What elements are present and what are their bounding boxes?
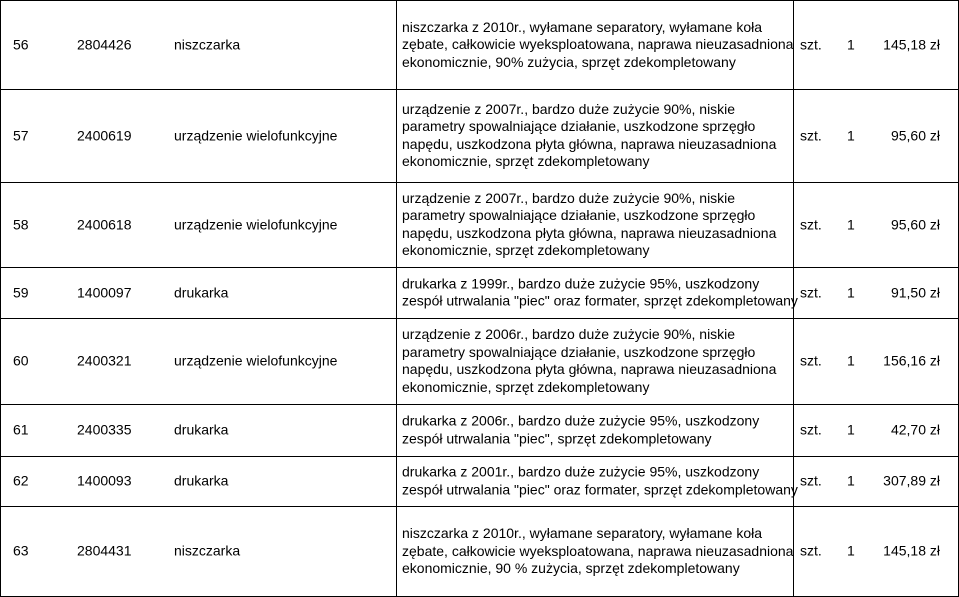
inventory-code: 2400321 xyxy=(77,352,132,369)
quantity: 1 xyxy=(847,542,855,559)
value: 91,50 zł xyxy=(890,283,940,300)
quantity: 1 xyxy=(847,352,855,369)
value: 307,89 zł xyxy=(883,472,940,489)
inventory-code: 2400335 xyxy=(77,421,132,438)
value: 156,16 zł xyxy=(883,352,940,369)
inventory-code: 2400618 xyxy=(77,215,132,232)
item-description: drukarka z 2001r., bardzo duże zużycie 95%, uszkodzony zespół utrwalania "piec" oraz formater, sprzęt zdekompletowany xyxy=(402,463,798,497)
row-number: 61 xyxy=(13,421,29,438)
unit: szt. xyxy=(800,35,822,52)
value: 145,18 zł xyxy=(883,542,940,559)
unit: szt. xyxy=(800,283,822,300)
item-description: drukarka z 1999r., bardzo duże zużycie 95%, uszkodzony zespół utrwalania "piec" oraz formater, sprzęt zdekompletowany xyxy=(402,275,798,309)
inventory-code: 1400093 xyxy=(77,472,132,489)
item-description: urządzenie z 2007r., bardzo duże zużycie 90%, niskie parametry spowalniające działanie, uszkodzone sprzęgło napędu, uszkodzona płyta główna, naprawa nieuzasadniona ekonomicznie, sprzęt zdekompletowany xyxy=(402,189,777,258)
item-description: urządzenie z 2006r., bardzo duże zużycie 90%, niskie parametry spowalniające działanie, uszkodzone sprzęgło napędu, uszkodzona płyta główna, naprawa nieuzasadniona ekonomicznie, sprzęt zdekompletowany xyxy=(402,326,777,395)
row-number: 62 xyxy=(13,472,29,489)
table-row xyxy=(0,182,959,267)
unit: szt. xyxy=(800,542,822,559)
quantity: 1 xyxy=(847,35,855,52)
table-row xyxy=(0,404,959,456)
value: 95,60 zł xyxy=(890,215,940,232)
quantity: 1 xyxy=(847,126,855,143)
value: 145,18 zł xyxy=(883,35,940,52)
table-row xyxy=(0,89,959,182)
table-row xyxy=(0,318,959,404)
unit: szt. xyxy=(800,421,822,438)
inventory-code: 2804426 xyxy=(77,35,132,52)
quantity: 1 xyxy=(847,472,855,489)
item-description: niszczarka z 2010r., wyłamane separatory, wyłamane koła zębate, całkowicie wyeksploatowana, naprawa nieuzasadniona ekonomicznie, 90% zużycia, sprzęt zdekompletowany xyxy=(402,18,794,70)
item-name: drukarka xyxy=(174,421,229,438)
item-name: urządzenie wielofunkcyjne xyxy=(174,352,338,369)
unit: szt. xyxy=(800,126,822,143)
item-description: niszczarka z 2010r., wyłamane separatory, wyłamane koła zębate, całkowicie wyeksploatowana, naprawa nieuzasadniona ekonomicznie, 90 % zużycia, sprzęt zdekompletowany xyxy=(402,524,794,576)
item-name: niszczarka xyxy=(174,35,241,52)
quantity: 1 xyxy=(847,283,855,300)
item-name: urządzenie wielofunkcyjne xyxy=(174,126,338,143)
item-name: drukarka xyxy=(174,472,229,489)
table-row xyxy=(0,456,959,506)
value: 42,70 zł xyxy=(890,421,940,438)
row-number: 57 xyxy=(13,126,29,143)
row-number: 60 xyxy=(13,352,29,369)
item-description: urządzenie z 2007r., bardzo duże zużycie 90%, niskie parametry spowalniające działanie, uszkodzone sprzęgło napędu, uszkodzona płyta główna, naprawa nieuzasadniona ekonomicznie, sprzęt zdekompletowany xyxy=(402,100,777,169)
item-description: drukarka z 2006r., bardzo duże zużycie 95%, uszkodzony zespół utrwalania "piec", sprzęt zdekompletowany xyxy=(402,412,760,446)
row-number: 56 xyxy=(13,35,29,52)
unit: szt. xyxy=(800,352,822,369)
row-number: 58 xyxy=(13,215,29,232)
item-name: urządzenie wielofunkcyjne xyxy=(174,215,338,232)
inventory-code: 1400097 xyxy=(77,283,132,300)
unit: szt. xyxy=(800,472,822,489)
item-name: niszczarka xyxy=(174,542,241,559)
row-number: 59 xyxy=(13,283,29,300)
row-number: 63 xyxy=(13,542,29,559)
inventory-code: 2804431 xyxy=(77,542,132,559)
table-row xyxy=(0,0,959,89)
table-row xyxy=(0,267,959,318)
quantity: 1 xyxy=(847,215,855,232)
inventory-code: 2400619 xyxy=(77,126,132,143)
quantity: 1 xyxy=(847,421,855,438)
table-row xyxy=(0,506,959,596)
item-name: drukarka xyxy=(174,283,229,300)
value: 95,60 zł xyxy=(890,126,940,143)
unit: szt. xyxy=(800,215,822,232)
